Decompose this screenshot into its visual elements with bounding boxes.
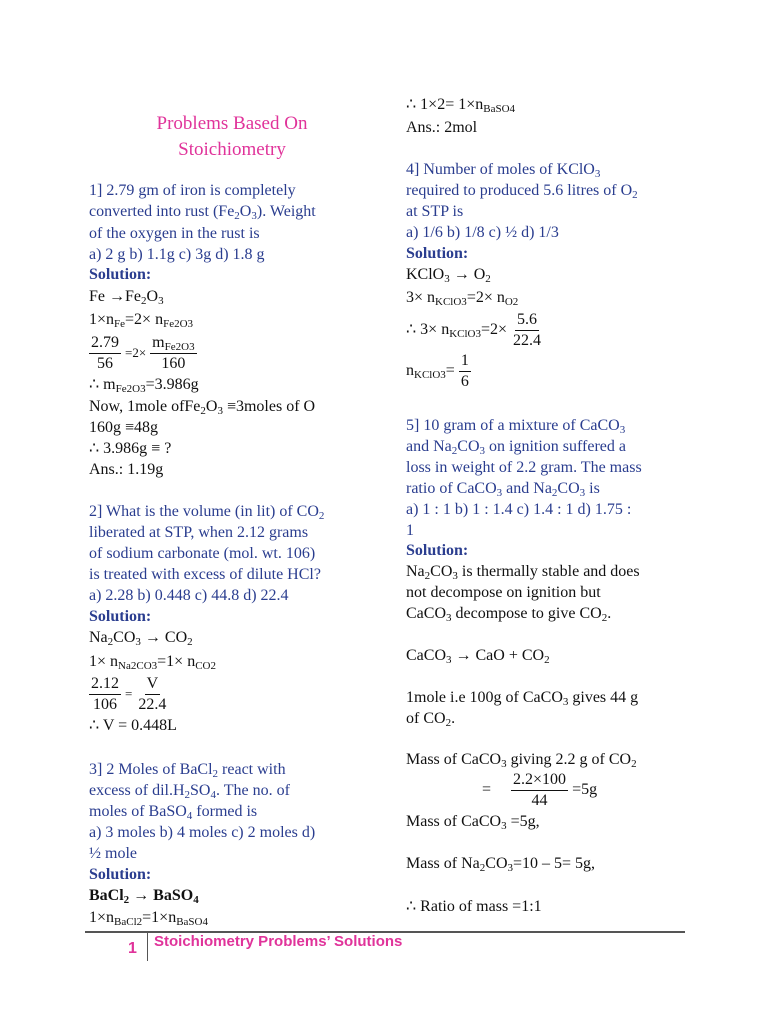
q4-eq2: $3\times n_{KClO3}=2\times n_{O2}$	[406, 289, 519, 308]
q1-line-1: 1] 2.79 gm of iron is completely	[89, 182, 296, 199]
q4-line-3: at STP is	[406, 203, 464, 220]
q4-eq4: $n_{KClO3}=$ $\frac{1}{6}$	[406, 352, 469, 390]
q5-options-1: a) 1 : 1 b) 1 : 1.4 c) 1.4 : 1 d) 1.75 :	[406, 501, 632, 518]
q2-options: a) 2.28 b) 0.448 c) 44.8 d) 22.4	[89, 587, 289, 604]
q1-eq5: Now, 1mole $ofFe_2O_3$ ≡3moles of O	[89, 398, 316, 417]
q1-line-2: converted into rust $(Fe_2O_3)$. Weight	[89, 203, 316, 222]
q3-solution-label: Solution:	[89, 866, 152, 883]
q4-eq1: KClO$_3$ → $O_2$	[406, 266, 491, 285]
q2-line-2: liberated at STP, when 2.12 grams	[89, 524, 309, 541]
q5-sol-2: not decompose on ignition but	[406, 584, 601, 601]
q5-line-3: loss in weight of 2.2 gram. The mass	[406, 459, 642, 476]
q5-line-1: 5] 10 gram of a mixture of CaCO$_3$	[406, 417, 626, 436]
q4-line-2: required to produced 5.6 litres of $O_2$	[406, 182, 638, 201]
q3-line-1: 3] 2 Moles of BaCl$_2$ react with	[89, 761, 286, 780]
q2-eq1: $Na_2CO_3 \to CO_2$	[89, 629, 193, 648]
q3-eq2: $1\times n_{BaCl2}=1\times n_{BaSO4}$	[89, 909, 208, 928]
q3-eq1: BaCl$_2$ → BaSO$_4$	[89, 887, 199, 906]
q1-answer: Ans.: 1.19g	[89, 461, 164, 478]
q3-options-2: ½ mole	[89, 845, 137, 862]
page-number: 1	[128, 940, 137, 957]
q3-line-2: excess of $dil.H_2SO_4$. The no. of	[89, 782, 290, 801]
q3-options-1: a) 3 moles b) 4 moles c) 2 moles d)	[89, 824, 316, 841]
q4-line-1: 4] Number of moles of KClO$_3$	[406, 161, 601, 180]
q5-sol-6: of $CO_2$.	[406, 710, 456, 729]
q1-eq2: $1\times n_{Fe}=2\times n_{Fe2O3}$	[89, 311, 194, 330]
q3-eq3: ∴ $1\times 2= 1\times n_{BaSO4}$	[406, 96, 516, 115]
q1-eq1: $Fe \to Fe_2O_3$	[89, 288, 164, 307]
q1-eq3: $\frac{2.79}{56}$ =2× $\frac{m_{Fe2O3}}{160}$	[91, 334, 195, 372]
q2-answer: ∴ V = 0.448L	[89, 717, 177, 734]
q1-solution-label: Solution:	[89, 266, 152, 283]
q2-solution-label: Solution:	[89, 608, 152, 625]
footer-divider	[147, 931, 148, 961]
q5-sol-8: = $\frac{2.2\times 100}{44}$ =5g	[482, 771, 598, 809]
q5-sol-1: $Na_2CO_3$ is thermally stable and does	[406, 563, 640, 582]
q5-sol-9: Mass of CaCO$_3$ =5g,	[406, 813, 540, 832]
q2-line-3: of sodium carbonate (mol. wt. 106)	[89, 545, 316, 562]
q4-solution-label: Solution:	[406, 245, 469, 262]
q3-answer: Ans.: 2mol	[406, 119, 478, 136]
q2-eq3: $\frac{2.12}{106}$ = $\frac{V}{22.4}$	[91, 675, 167, 713]
q4-options: a) 1/6 b) 1/8 c) ½ d) 1/3	[406, 224, 559, 241]
title-line-2: Stoichiometry	[178, 139, 286, 160]
q1-eq4: ∴ $m_{Fe2O3}=3.986g$	[89, 376, 199, 395]
q2-eq2: $1\times n_{Na2CO3}=1\times n_{CO2}$	[89, 653, 216, 672]
q5-sol-7: Mass of CaCO$_3$ giving 2.2 g of $CO_2$	[406, 751, 637, 770]
title-line-1: Problems Based On	[156, 113, 308, 134]
q2-line-4: is treated with excess of dilute HCl?	[89, 566, 321, 583]
q5-line-4: ratio of CaCO$_3$ and $Na_2CO_3$ is	[406, 480, 600, 499]
q1-eq7: ∴ 3.986g ≡ ?	[89, 440, 172, 457]
q3-line-3: moles of BaSO$_4$ formed is	[89, 803, 258, 822]
q5-line-2: and $Na_2CO_3$ on ignition suffered a	[406, 438, 627, 457]
q5-sol-5: 1mole i.e 100g of CaCO$_3$ gives 44 g	[406, 689, 639, 708]
q5-options-2: 1	[406, 522, 414, 539]
q2-line-1: 2] What is the volume (in lit) of $CO_2$	[89, 503, 325, 522]
q4-eq3: ∴ $3\times n_{KClO3}=2\times$ $\frac{5.6}{22.4}$	[406, 311, 542, 349]
q1-options: a) 2 g b) 1.1g c) 3g d) 1.8 g	[89, 246, 265, 263]
q5-sol-4: CaCO$_3$ → CaO + $CO_2$	[406, 647, 550, 666]
footer-title: Stoichiometry Problems’ Solutions	[154, 933, 403, 950]
q1-line-3: of the oxygen in the rust is	[89, 225, 260, 242]
q5-sol-10: Mass of $Na_2CO_3=10 - 5= 5g$,	[406, 855, 596, 874]
q1-eq6: 160g ≡48g	[89, 419, 159, 436]
q5-sol-3: CaCO$_3$ decompose to give $CO_2$.	[406, 605, 612, 624]
q5-solution-label: Solution:	[406, 542, 469, 559]
q5-sol-11: ∴ Ratio of mass =1:1	[406, 898, 542, 915]
